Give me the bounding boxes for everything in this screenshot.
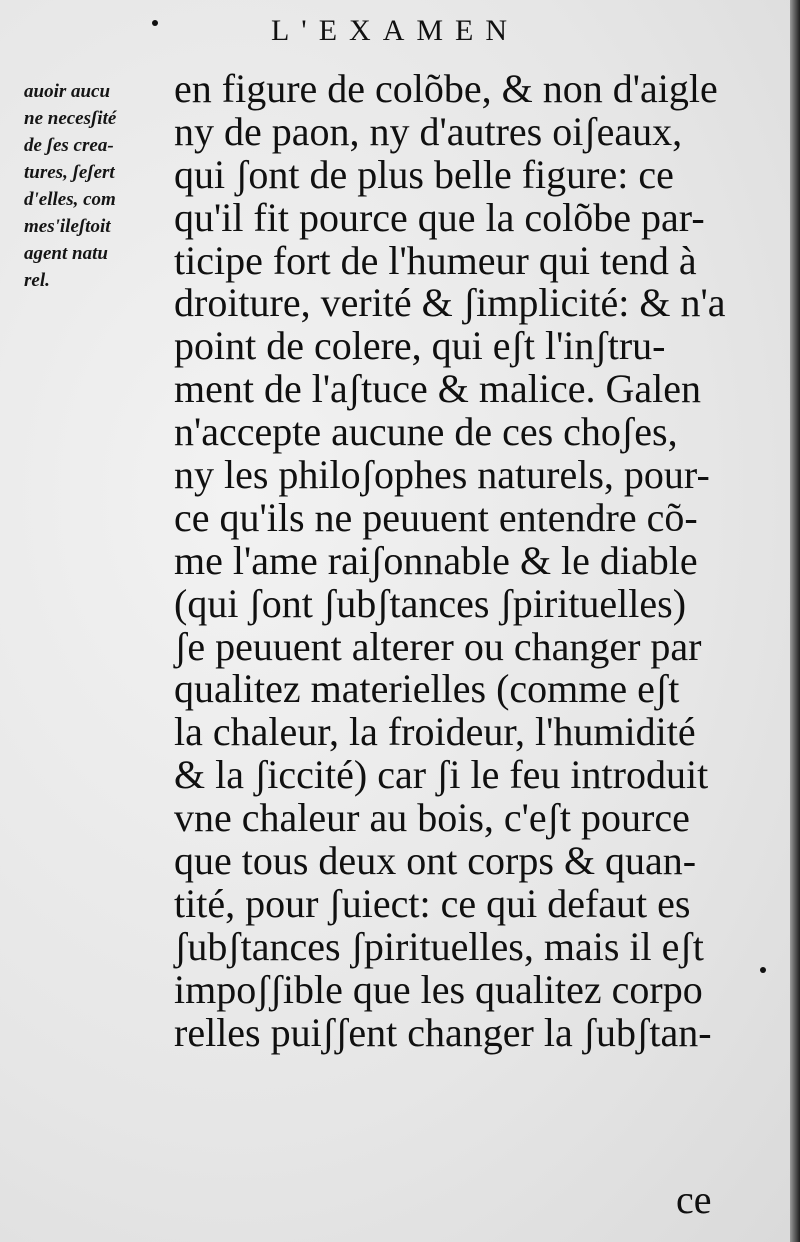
text-line: n'accepte aucune de ces choʃes, bbox=[174, 409, 678, 455]
text-line: ce qu'ils ne peuuent entendre cõ- bbox=[174, 494, 698, 540]
text-line: qualitez materielles (comme eʃt bbox=[174, 666, 680, 712]
margin-note-line: mes'ileʃtoit bbox=[24, 216, 111, 237]
text-line: qui ʃont de plus belle figure: ce bbox=[174, 151, 674, 197]
catchword: ce bbox=[676, 1177, 712, 1222]
margin-note-line: agent natu bbox=[24, 243, 108, 264]
margin-note-line: tures, ʃeʃert bbox=[24, 162, 115, 183]
body-text bbox=[174, 68, 744, 1054]
text-line: vne chaleur au bois, c'eʃt pource bbox=[174, 795, 690, 841]
text-line: impoʃʃible que les qualitez corpo bbox=[174, 966, 703, 1012]
text-line: point de colere, qui eʃt l'inʃtru- bbox=[174, 323, 666, 369]
text-line: ny de paon, ny d'autres oiʃeaux, bbox=[174, 108, 683, 154]
text-line: droiture, verité & ʃimplicité: & n'a bbox=[174, 280, 726, 326]
margin-dot bbox=[760, 967, 766, 973]
running-head: L'EXAMEN bbox=[270, 14, 520, 47]
text-line: en figure de colõbe, & non d'aigle bbox=[174, 66, 718, 111]
margin-note-line: auoir aucu bbox=[24, 81, 111, 102]
text-line: ʃubʃtances ʃpirituelles, mais il eʃt bbox=[174, 923, 704, 969]
text-line: que tous deux ont corps & quan- bbox=[174, 838, 697, 884]
text-line: qu'il fit pource que la colõbe par- bbox=[174, 194, 705, 240]
text-line: relles puiʃʃent changer la ʃubʃtan- bbox=[174, 1009, 712, 1055]
text-line: la chaleur, la froideur, l'humidité bbox=[174, 709, 696, 755]
text-line: (qui ʃont ʃubʃtances ʃpirituelles) bbox=[174, 580, 687, 626]
margin-note bbox=[24, 78, 184, 294]
text-line: & la ʃiccité) car ʃi le feu introduit bbox=[174, 752, 709, 798]
text-line: tité, pour ʃuiect: ce qui defaut es bbox=[174, 880, 691, 926]
text-line: ʃe peuuent alterer ou changer par bbox=[174, 623, 702, 669]
margin-note-line: rel. bbox=[24, 270, 50, 291]
text-line: ment de l'aʃtuce & malice. Galen bbox=[174, 366, 701, 412]
margin-note-line: d'elles, com bbox=[24, 189, 116, 210]
margin-note-line: ne necesʃité bbox=[24, 108, 117, 129]
text-line: me l'ame raiʃonnable & le diable bbox=[174, 537, 698, 583]
text-line: ny les philoʃophes naturels, pour- bbox=[174, 452, 710, 498]
text-line: ticipe fort de l'humeur qui tend à bbox=[174, 237, 697, 283]
page-edge-shadow bbox=[790, 0, 800, 1242]
margin-note-line: de ʃes crea- bbox=[24, 135, 114, 156]
